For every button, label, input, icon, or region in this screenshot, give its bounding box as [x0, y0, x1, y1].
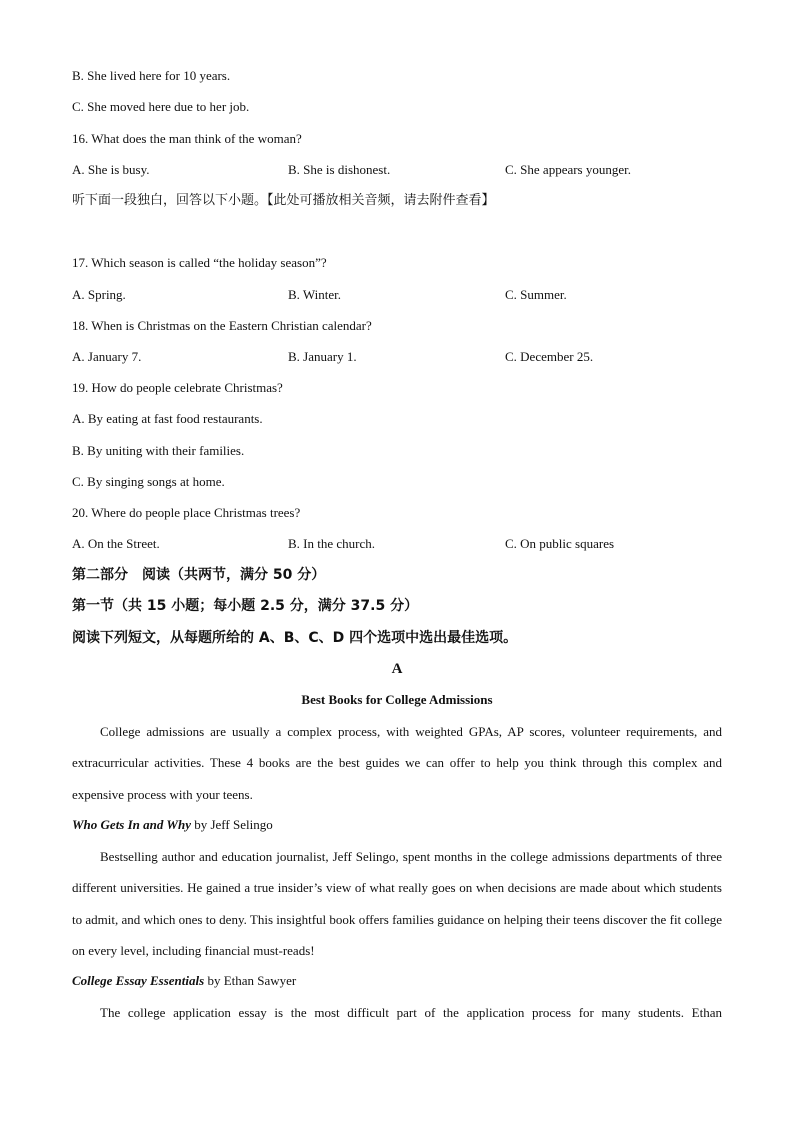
q18-question: 18. When is Christmas on the Eastern Christian calendar? [72, 318, 372, 333]
passage-letter: A [391, 661, 403, 677]
book2-author: by Ethan Sawyer [204, 973, 297, 988]
q20-option-b: B. In the church. [288, 536, 376, 551]
q15-option-c: C. She moved here due to her job. [72, 99, 250, 114]
section-heading: 第一节（共 15 小题；每小题 2.5 分，满分 37.5 分） [72, 598, 419, 614]
q19-option-c: C. By singing songs at home. [72, 474, 225, 489]
q19-option-b: B. By uniting with their families. [72, 443, 245, 458]
q17-question: 17. Which season is called “the holiday season”? [72, 255, 327, 270]
intro-paragraph: College admissions are usually a complex process, with weighted GPAs, AP scores, volunteer requirements, and extracurricular activities. These 4 books are the best guides we can offer to help you think through this complex and expensive process with your teens. [72, 724, 722, 802]
q18-option-b: B. January 1. [288, 349, 357, 364]
q17-option-b: B. Winter. [288, 287, 342, 302]
book2-paragraph: The college application essay is the most difficult part of the application process for many students. Ethan [100, 1005, 722, 1020]
book1-title: Who Gets In and Why [72, 817, 191, 832]
q20-option-a: A. On the Street. [72, 536, 160, 551]
reading-instruction: 阅读下列短文，从每题所给的 A、B、C、D 四个选项中选出最佳选项。 [72, 630, 518, 646]
q20-question: 20. Where do people place Christmas trees? [72, 505, 301, 520]
q20-option-c: C. On public squares [505, 536, 615, 551]
q19-question: 19. How do people celebrate Christmas? [72, 380, 283, 395]
q17-option-c: C. Summer. [505, 287, 567, 302]
q18-option-c: C. December 25. [505, 349, 594, 364]
book1-author: by Jeff Selingo [190, 817, 273, 832]
monologue-instruction: 听下面一段独白，回答以下小题。【此处可播放相关音频，请去附件查看】 [72, 193, 495, 208]
q16-option-a: A. She is busy. [72, 162, 150, 177]
q16-option-b: B. She is dishonest. [288, 162, 391, 177]
book1-heading [72, 817, 273, 833]
q16-option-c: C. She appears younger. [505, 162, 632, 177]
book1-paragraph: Bestselling author and education journalist, Jeff Selingo, spent months in the college admissions departments of three different universities. He gained a true insider’s view of what really goes on when decisions are made about which students to admit, and which ones to deny. This insightful book offers families guidance on helping their teens discover the fit college on every level, including financial must-reads! [72, 849, 722, 958]
book2-title: College Essay Essentials [72, 973, 205, 988]
q18-option-a: A. January 7. [72, 349, 142, 364]
q16-question: 16. What does the man think of the woman? [72, 131, 302, 146]
q15-option-b: B. She lived here for 10 years. [72, 68, 231, 83]
q19-option-a: A. By eating at fast food restaurants. [72, 411, 263, 426]
q17-option-a: A. Spring. [72, 287, 126, 302]
part-heading: 第二部分 阅读（共两节，满分 50 分） [72, 567, 326, 583]
passage-title: Best Books for College Admissions [301, 692, 493, 707]
book2-heading [72, 973, 296, 989]
